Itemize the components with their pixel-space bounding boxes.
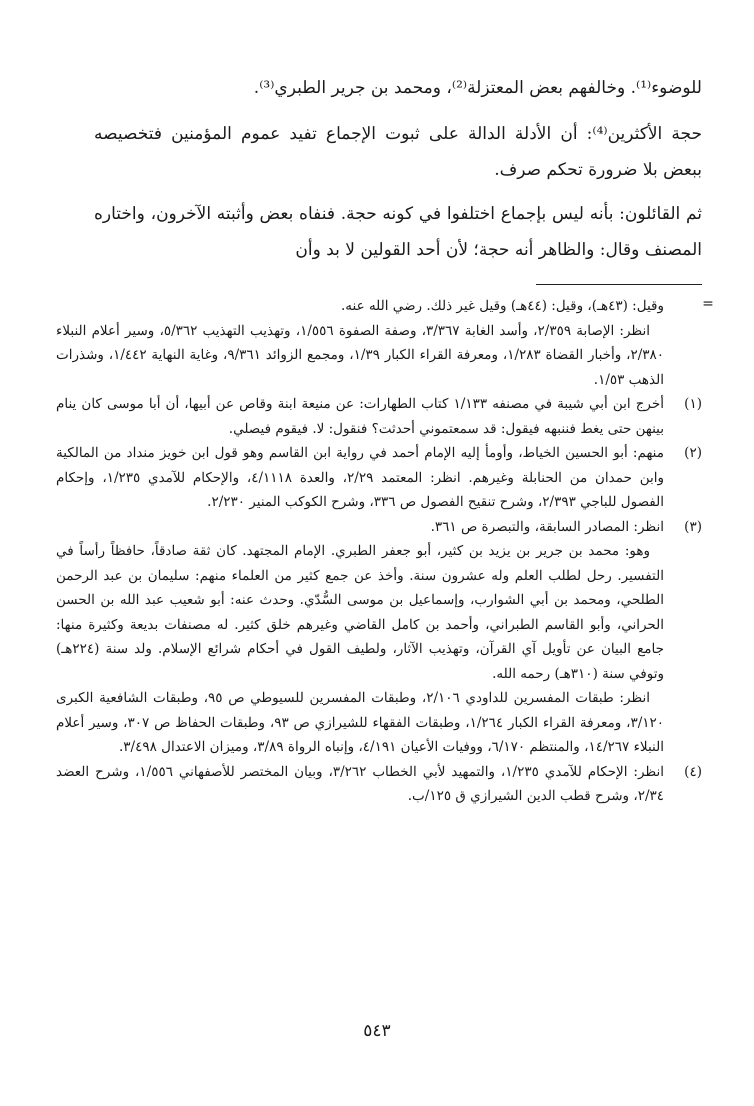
footnote-number: (٢): [684, 445, 702, 461]
footnote-continuation-line: وقيل: (٤٣هـ)، وقيل: (٤٤هـ) وقيل غير ذلك. رضي الله عنه.: [341, 298, 664, 314]
footnote-references: انظر: طبقات المفسرين للداودي ٢/١٠٦، وطبقات المفسرين للسيوطي ص ٩٥، وطبقات الشافعية الكبرى ٣/١٢٠، ومعرفة القراء الكبار ١/٢٦٤، وطبقات الفقهاء للشيرازي ص ٩٣، وطبقات الحفاظ ص ٣٠٧، وسير أعلام النبلاء ١٤/٢٦٧، والمنتظم ٦/١٧٠، ووفيات الأعيان ٤/١٩١، وإنباه الرواة ٣/٨٩، وميزان الاعتدال ٣/٤٩٨.: [56, 690, 664, 755]
footnote-text: منهم: أبو الحسين الخياط، وأومأ إليه الإمام أحمد في رواية ابن القاسم وهو قول ابن خويز منداد من المالكية وابن حمدان من الحنابلة وغيرهم. انظر: المعتمد ٢/٢٩، والعدة ٤/١١١٨، والإحكام للآمدي ١/٢٣٥، وإحكام الفصول للباجي ٢/٣٩٣، وشرح تنقيح الفصول ص ٣٣٦، وشرح الكوكب المنير ٢/٢٣٠.: [56, 445, 664, 510]
footnote-3: [56, 515, 702, 760]
footnote-number: (٣): [684, 518, 702, 535]
footnote-number: (٤): [684, 763, 702, 780]
paragraph-text: للوضوء⁽¹⁾. وخالفهم بعض المعتزلة⁽²⁾، ومحمد بن جرير الطبري⁽³⁾.: [253, 78, 702, 98]
footnote-text: انظر: الإحكام للآمدي ١/٢٣٥، والتمهيد لأبي الخطاب ٣/٢٦٢، وبيان المختصر للأصفهاني ١/٥٥٦، وشرح العضد ٢/٣٤، وشرح قطب الدين الشيرازي ق ١٢٥/ب.: [56, 763, 664, 804]
body-paragraph-2: [94, 116, 702, 188]
footnote-4: [56, 760, 702, 809]
footnote-divider: [536, 284, 702, 285]
page-number: ٥٤٣: [363, 1021, 391, 1041]
footnotes: [56, 294, 702, 809]
footnote-text: أخرج ابن أبي شيبة في مصنفه ١/١٣٣ كتاب الطهارات: عن منيعة ابنة وقاص عن أبيها، أن أبا موسى كان ينام بينهن حتى يغط فننبهه فيقول: قد سمعتموني أحدثت؟ فنقول: لا. فيقوم فيصلي.: [56, 396, 664, 437]
footnote-2: [56, 441, 702, 515]
footnote-biography: وهو: محمد بن جرير بن يزيد بن كثير، أبو جعفر الطبري. الإمام المجتهد. كان ثقة صادقاً، حافظاً رأساً في التفسير. رحل لطلب العلم وله عشرون سنة. وأخذ عن جمع كثير من العلماء منهم: سليمان بن عبد الرحمن الطلحي، ومحمد بن أبي الشوارب، وإسماعيل بن موسى السُّدّي. وحدث عنه: أبو شعيب عبد الله بن الحسن الحراني، وأبو القاسم الطبراني، وأحمد بن كامل القاضي وغيرهم خلق كثير. له مصنفات بديعة وكثيرة منها: جامع البيان عن تأويل آي القرآن، وتهذيب الآثار، ولطيف القول في أحكام شرائع الإسلام. ولد سنة (٢٢٤هـ) وتوفي سنة (٣١٠هـ) رحمه الله.: [56, 543, 664, 682]
footnote-1: [56, 392, 702, 441]
footnote-continuation-refs: انظر: الإصابة ٢/٣٥٩، وأسد الغابة ٣/٣٦٧، وصفة الصفوة ١/٥٥٦، وتهذيب التهذيب ٥/٣٦٢، وسير أعلام النبلاء ٢/٣٨٠، وأخبار القضاة ١/٢٨٣، ومعرفة القراء الكبار ١/٣٩، ومجمع الزوائد ٩/٣٦١، وغاية النهاية ١/٤٤٢، وشذرات الذهب ١/٥٣.: [56, 322, 665, 388]
footnote-number: (١): [684, 396, 702, 412]
paragraph-text: ثم القائلون: بأنه ليس بإجماع اختلفوا في كونه حجة. فنفاه بعض وأثبته الآخرون، واختاره المصنف وقال: والظاهر أنه حجة؛ لأن أحد القولين لا بد وأن: [94, 204, 702, 260]
body-paragraph-1: [94, 70, 702, 106]
body-paragraph-3: [94, 196, 702, 268]
continuation-mark: =: [702, 296, 714, 312]
paragraph-text: حجة الأكثرين⁽⁴⁾: أن الأدلة الدالة على ثبوت الإجماع تفيد عموم المؤمنين فتخصيصه ببعض بلا ضرورة تحكم صرف.: [94, 124, 702, 180]
footnote-text: انظر: المصادر السابقة، والتبصرة ص ٣٦١.: [430, 518, 664, 535]
